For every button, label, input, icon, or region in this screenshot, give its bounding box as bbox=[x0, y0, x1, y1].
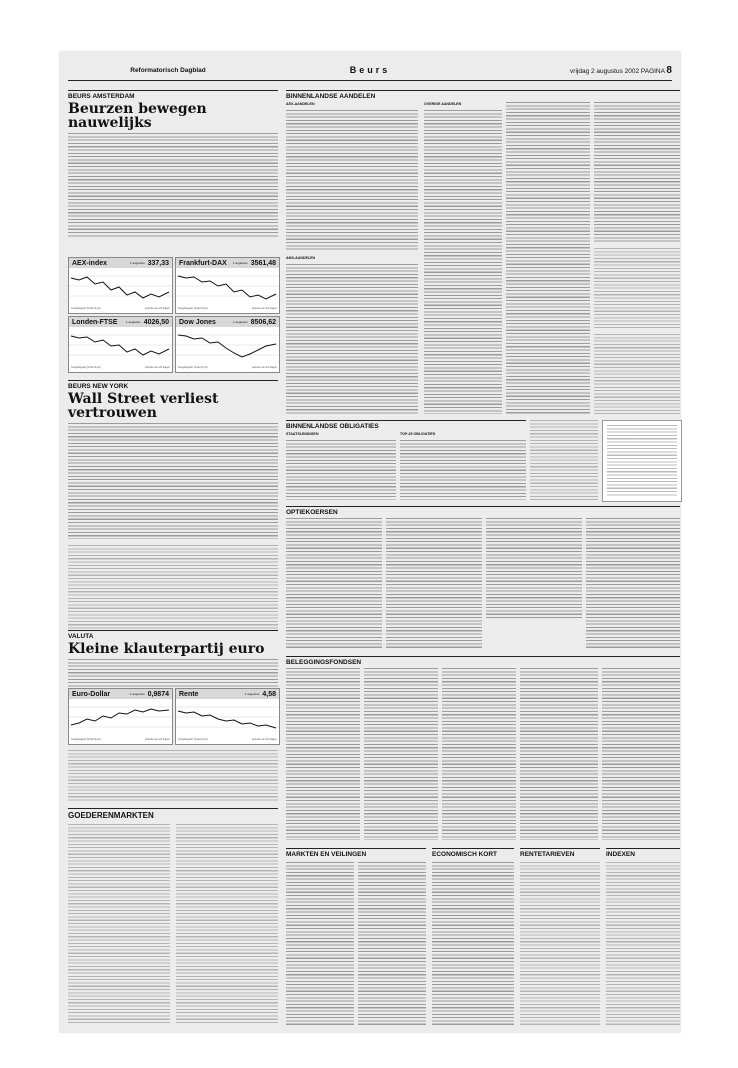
left-column bbox=[68, 90, 278, 237]
amsterdam-headline: Beurzen bewegen nauwelijks bbox=[68, 101, 207, 131]
indexen-title: INDEXEN bbox=[606, 848, 680, 858]
page-info bbox=[472, 65, 672, 76]
staatsleningen-label: STAATSLENINGEN bbox=[286, 432, 319, 436]
amx-aandelen-table bbox=[286, 264, 418, 414]
info-box bbox=[602, 420, 682, 502]
overige-aandelen-table-4 bbox=[594, 248, 680, 328]
chart-value: 3561,48 bbox=[250, 259, 276, 267]
fondsen-table-5 bbox=[602, 668, 680, 840]
masthead bbox=[68, 60, 672, 81]
markten-title: MARKTEN EN VEILINGEN bbox=[286, 848, 426, 858]
chart-dax bbox=[175, 257, 280, 314]
newyork-section bbox=[68, 380, 278, 631]
markten-text-1 bbox=[286, 862, 354, 1026]
chart-foot-right: periode van 20 dagen bbox=[144, 738, 170, 741]
chart-value: 337,33 bbox=[147, 259, 169, 267]
obligaties-title: BINNENLANDSE OBLIGATIES bbox=[286, 420, 526, 430]
chart-title: AEX-index bbox=[72, 259, 108, 267]
chart-foot-right: periode van 20 dagen bbox=[144, 366, 170, 369]
valuta-kicker: VALUTA bbox=[68, 630, 278, 640]
newyork-article-body bbox=[68, 423, 278, 539]
page-date: vrijdag 2 augustus 2002 bbox=[570, 67, 640, 75]
chart-dowjones bbox=[175, 316, 280, 373]
overige-aandelen-table-2 bbox=[506, 102, 590, 414]
chart-date: 1 augustus bbox=[233, 320, 248, 324]
chart-value: 4026,50 bbox=[143, 318, 169, 326]
rente-table bbox=[520, 862, 600, 1026]
chart-foot-left: hoog/laagste (9 dec/3 jun) bbox=[178, 738, 208, 741]
valuta-headline: Kleine klauterpartij euro bbox=[68, 641, 265, 657]
chart-plot bbox=[176, 327, 279, 366]
chart-foot-right: periode van 20 dagen bbox=[251, 366, 277, 369]
chart-foot-left: hoog/laagste (9 dec/3 jun) bbox=[178, 307, 208, 310]
chart-date: 1 augustus bbox=[244, 692, 260, 696]
amx-aandelen-label: AMX-AANDELEN bbox=[286, 256, 316, 260]
optie-title: OPTIEKOERSEN bbox=[286, 506, 680, 516]
chart-value: 0,9874 bbox=[147, 690, 169, 698]
optie-table-1 bbox=[286, 518, 382, 648]
valuta-section bbox=[68, 630, 278, 687]
bonds-table-extra bbox=[530, 420, 598, 500]
newyork-kicker: BEURS NEW YORK bbox=[68, 380, 278, 390]
chart-foot-left: hoog/laagste (9 dec/3 jun) bbox=[71, 366, 101, 369]
goederen-table-right bbox=[176, 824, 278, 1024]
fondsen-table-2 bbox=[364, 668, 438, 840]
amsterdam-article-body bbox=[68, 133, 278, 237]
optie-table-3 bbox=[486, 518, 582, 618]
optie-table-2 bbox=[386, 518, 482, 648]
chart-title: Dow Jones bbox=[179, 318, 216, 326]
chart-foot-right: periode van 20 dagen bbox=[251, 307, 277, 310]
fondsen-table-1 bbox=[286, 668, 360, 840]
chart-plot bbox=[176, 268, 279, 307]
chart-plot bbox=[69, 327, 172, 366]
staatsleningen-table bbox=[286, 440, 396, 500]
chart-date: 1 augustus bbox=[129, 692, 145, 696]
chart-foot-left: hoog/laagste (9 dec/3 jun) bbox=[71, 738, 101, 741]
chart-date: 1 augustus bbox=[233, 261, 248, 265]
paper-name: Reformatorisch Dagblad bbox=[130, 66, 206, 74]
chart-foot-right: periode van 20 dagen bbox=[144, 307, 170, 310]
newyork-headline: Wall Street verliest vertrouwen bbox=[68, 391, 219, 421]
page-number: 8 bbox=[666, 64, 672, 76]
optie-table-4 bbox=[586, 518, 680, 648]
aex-aandelen-table bbox=[286, 110, 418, 250]
page-label: PAGINA bbox=[640, 67, 665, 75]
markten-text-2 bbox=[358, 862, 426, 1026]
chart-value: 4,58 bbox=[262, 690, 276, 698]
fondsen-table-4 bbox=[520, 668, 598, 840]
chart-foot-left: hoog/laagste (9 dec/3 jun) bbox=[178, 366, 208, 369]
chart-ftse bbox=[68, 316, 173, 373]
aex-aandelen-label: AEX-AANDELEN bbox=[286, 102, 315, 106]
chart-foot-left: hoog/laagste (9 dec/3 jun) bbox=[71, 307, 101, 310]
goederen-section bbox=[68, 808, 278, 820]
chart-title: Frankfurt-DAX bbox=[179, 259, 227, 267]
valuta-article-body bbox=[68, 659, 278, 687]
fondsen-table-3 bbox=[442, 668, 516, 840]
chart-date: 1 augustus bbox=[129, 261, 145, 265]
rente-title: RENTETARIEVEN bbox=[520, 848, 600, 858]
chart-title: Londen-FTSE bbox=[72, 318, 118, 326]
economisch-text bbox=[432, 862, 514, 1026]
chart-rente bbox=[175, 688, 280, 745]
section-title: Beurs bbox=[349, 65, 391, 75]
chart-plot bbox=[69, 699, 172, 738]
chart-value: 8506,62 bbox=[250, 318, 276, 326]
overige-aandelen-label: OVERIGE AANDELEN bbox=[424, 102, 462, 106]
goederen-table-left bbox=[68, 824, 170, 1024]
overige-aandelen-table-1 bbox=[424, 110, 502, 414]
chart-plot bbox=[69, 268, 172, 307]
belegging-title: BELEGGINGSFONDSEN bbox=[286, 656, 680, 666]
top25-table bbox=[400, 440, 526, 500]
economisch-title: ECONOMISCH KORT bbox=[432, 848, 514, 858]
chart-aex bbox=[68, 257, 173, 314]
valuta-rates-table bbox=[68, 750, 278, 802]
top25-label: TOP-25 OBLIGATIES bbox=[400, 432, 436, 436]
indexen-table bbox=[606, 862, 680, 1026]
chart-foot-right: periode van 20 dagen bbox=[251, 738, 277, 741]
chart-eurodollar bbox=[68, 688, 173, 745]
amsterdam-kicker: BEURS AMSTERDAM bbox=[68, 90, 278, 100]
ny-quotes-table bbox=[68, 545, 278, 631]
chart-date: 1 augustus bbox=[126, 320, 141, 324]
chart-title: Euro-Dollar bbox=[72, 690, 111, 698]
chart-title: Rente bbox=[179, 690, 199, 698]
overige-aandelen-table-3 bbox=[594, 102, 680, 242]
aandelen-title: BINNENLANDSE AANDELEN bbox=[286, 90, 680, 100]
info-box-text bbox=[607, 425, 677, 497]
chart-plot bbox=[176, 699, 279, 738]
newspaper-page bbox=[60, 52, 680, 1032]
overige-aandelen-table-5 bbox=[594, 334, 680, 414]
goederen-title: GOEDERENMARKTEN bbox=[68, 808, 278, 820]
